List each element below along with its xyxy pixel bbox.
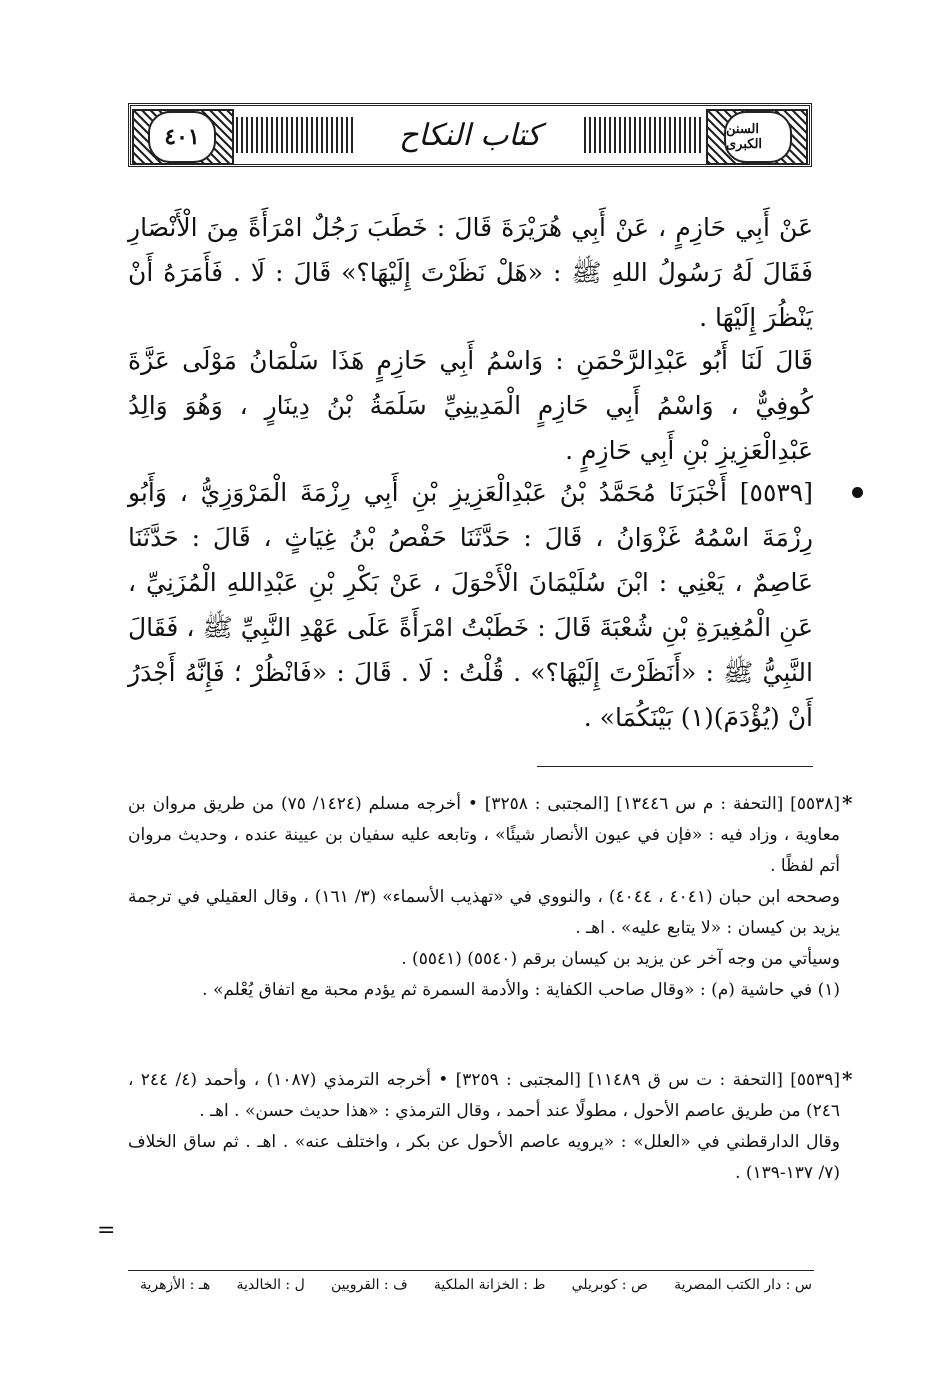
takhrij-5539-cont: وقال الدارقطني في «العلل» : «يرويه عاصم الأحول عن بكر ، واختلف عنه» . اهـ . ثم ساق الخلاف (٧/ ١٣٧-١٣٩) .: [128, 1132, 840, 1183]
hadith-text-continuation: عَنْ أَبِي حَازِمٍ ، عَنْ أَبِي هُرَيْرَةَ قَالَ : خَطَبَ رَجُلٌ امْرَأَةً مِنَ الْأَنْصَارِ فَقَالَ لَهُ رَسُولُ اللهِ ﷺ : «هَلْ نَظَرْتَ إِلَيْهَا؟» قَالَ : لَا . فَأَمَرَهُ أَنْ يَنْظُرَ إِلَيْهَا .: [128, 213, 813, 332]
takhrij-5538: [٥٥٣٨] [التحفة : م س ١٣٤٤٦] [المجتبى : ٣٢٥٨] • أخرجه مسلم (١٤٢٤/ ٧٥) من طريق مروان بن معاوية ، وزاد فيه : «فإن في عيون الأنصار شيئًا» ، وتابعه عليه سفيان بن عيينة عنده ، وحديث مروان أتم لفظًا .: [128, 794, 840, 876]
border-band-right: [584, 117, 704, 153]
footnote-separator: [537, 766, 813, 767]
legend-item: ص : كوبريلي: [571, 1277, 648, 1293]
star-marker-2: *: [842, 1067, 853, 1091]
takhrij-5538-cont: وصححه ابن حبان (٤٠٤١ ، ٤٠٤٤) ، والنووي في «تهذيب الأسماء» (٣/ ١٦١) ، وقال العقيلي في ترجمة يزيد بن كيسان : «لا يتابع عليه» . اهـ .: [128, 887, 841, 938]
page-number: ٤٠١: [148, 111, 216, 163]
legend-item: س : دار الكتب المصرية: [674, 1277, 812, 1293]
chapter-title: كتاب النكاح: [358, 109, 582, 161]
footnote-1: (١) في حاشية (م) : «وقال صاحب الكفاية : والأدمة السمرة ثم يؤدم محبة مع اتفاق يُعْلم» .: [202, 980, 840, 1000]
page-header: [128, 103, 812, 167]
legend-item: ط : الخزانة الملكية: [433, 1277, 546, 1293]
border-band-left: [236, 117, 356, 153]
takhrij-5538-ref: وسيأتي من وجه آخر عن يزيد بن كيسان برقم (٥٥٤٠) (٥٥٤١) .: [401, 949, 840, 969]
hadith-bullet: [852, 487, 863, 498]
manuscript-legend: [140, 1274, 812, 1296]
continuation-mark: =: [97, 1218, 116, 1243]
legend-item: ل : الخالدية: [236, 1277, 305, 1293]
author-comment: قَالَ لَنَا أَبُو عَبْدِالرَّحْمَنِ : وَاسْمُ أَبِي حَازِمٍ هَذَا سَلْمَانُ مَوْلَى عَزَّةَ كُوفِيٌّ ، وَاسْمُ أَبِي حَازِمٍ الْمَدِينِيِّ سَلَمَةُ بْنُ دِينَارٍ ، وَهُوَ وَالِدُ عَبْدِالْعَزِيزِ بْنِ أَبِي حَازِمٍ .: [128, 346, 813, 465]
legend-item: هـ : الأزهرية: [140, 1277, 211, 1293]
legend-item: ف : القرويين: [330, 1277, 408, 1293]
takhrij-5539: [٥٥٣٩] [التحفة : ت س ق ١١٤٨٩] [المجتبى : ٣٢٥٩] • أخرجه الترمذي (١٠٨٧) ، وأحمد (٤/ ٢٤٤ ، ٢٤٦) من طريق عاصم الأحول ، مطولًا عند أحمد ، وقال الترمذي : «هذا حديث حسن» . اهـ .: [128, 1070, 841, 1121]
star-marker-1: *: [842, 791, 853, 815]
footnotes-5538: [128, 789, 840, 1006]
legend-separator: [128, 1270, 814, 1271]
book-emblem: السنن الكبرى: [724, 111, 792, 163]
footnotes-5539: [128, 1065, 840, 1189]
hadith-5539: [٥٥٣٩] أَخْبَرَنَا مُحَمَّدُ بْنُ عَبْدِالْعَزِيزِ بْنِ أَبِي رِزْمَةَ الْمَرْوَزِيُّ ، وَأَبُو رِزْمَةَ اسْمُهُ غَزْوَانُ ، قَالَ : حَدَّثَنَا حَفْصُ بْنُ غِيَاثٍ ، قَالَ : حَدَّثَنَا عَاصِمٌ ، يَعْنِي : ابْنَ سُلَيْمَانَ الْأَحْوَلَ ، عَنْ بَكْرِ بْنِ عَبْدِاللهِ الْمُزَنِيِّ ، عَنِ الْمُغِيرَةِ بْنِ شُعْبَةَ قَالَ : خَطَبْتُ امْرَأَةً عَلَى عَهْدِ النَّبِيِّ ﷺ ، فَقَالَ النَّبِيُّ ﷺ : «أَنَظَرْتَ إِلَيْهَا؟» . قُلْتُ : لَا . قَالَ : «فَانْظُرْ ؛ فَإِنَّهُ أَجْدَرُ أَنْ (يُؤْدَمَ)(١) بَيْنَكُمَا» .: [128, 478, 813, 732]
